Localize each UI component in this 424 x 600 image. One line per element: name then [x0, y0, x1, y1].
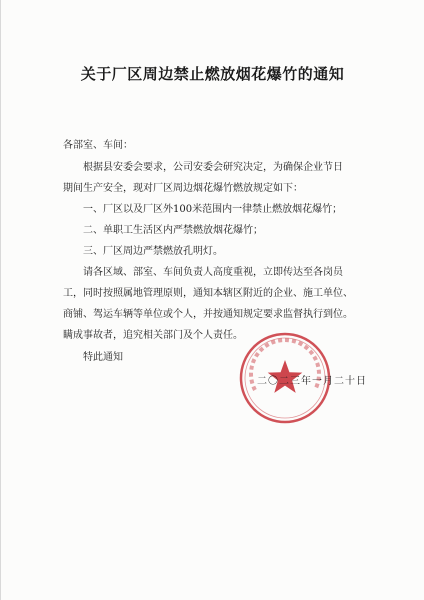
rule-item-1: 一、厂区以及厂区外100米范围内一律禁止燃放烟花爆竹；	[83, 204, 343, 215]
intro-line-1: 根据县安委会要求，公司安委会研究决定，为确保企业节日	[83, 162, 343, 173]
closing-text: 特此通知	[83, 352, 123, 363]
salutation: 各部室、车间：	[63, 140, 133, 151]
intro-line-2: 期间生产安全，现对厂区周边烟花爆竹燃放规定如下：	[63, 183, 303, 194]
notice-title: 关于厂区周边禁止燃放烟花爆竹的通知	[80, 65, 345, 83]
issue-date: 二〇二三年一月二十日	[257, 376, 367, 387]
rule-item-3: 三、厂区周边严禁燃放孔明灯。	[83, 246, 223, 257]
body-line-3: 商铺、驾运车辆等单位或个人，并按通知规定要求监督执行到位。	[63, 309, 353, 320]
rule-item-2: 二、单职工生活区内严禁燃放烟花爆竹；	[83, 225, 263, 236]
body-line-4: 瞒成事故者，追究相关部门及个人责任。	[63, 330, 243, 341]
body-line-2: 工，同时按照属地管理原则，通知本辖区附近的企业、施工单位、	[63, 288, 353, 299]
body-line-1: 请各区域、部室、车间负责人高度重视，立即传达至各岗员	[83, 267, 343, 278]
